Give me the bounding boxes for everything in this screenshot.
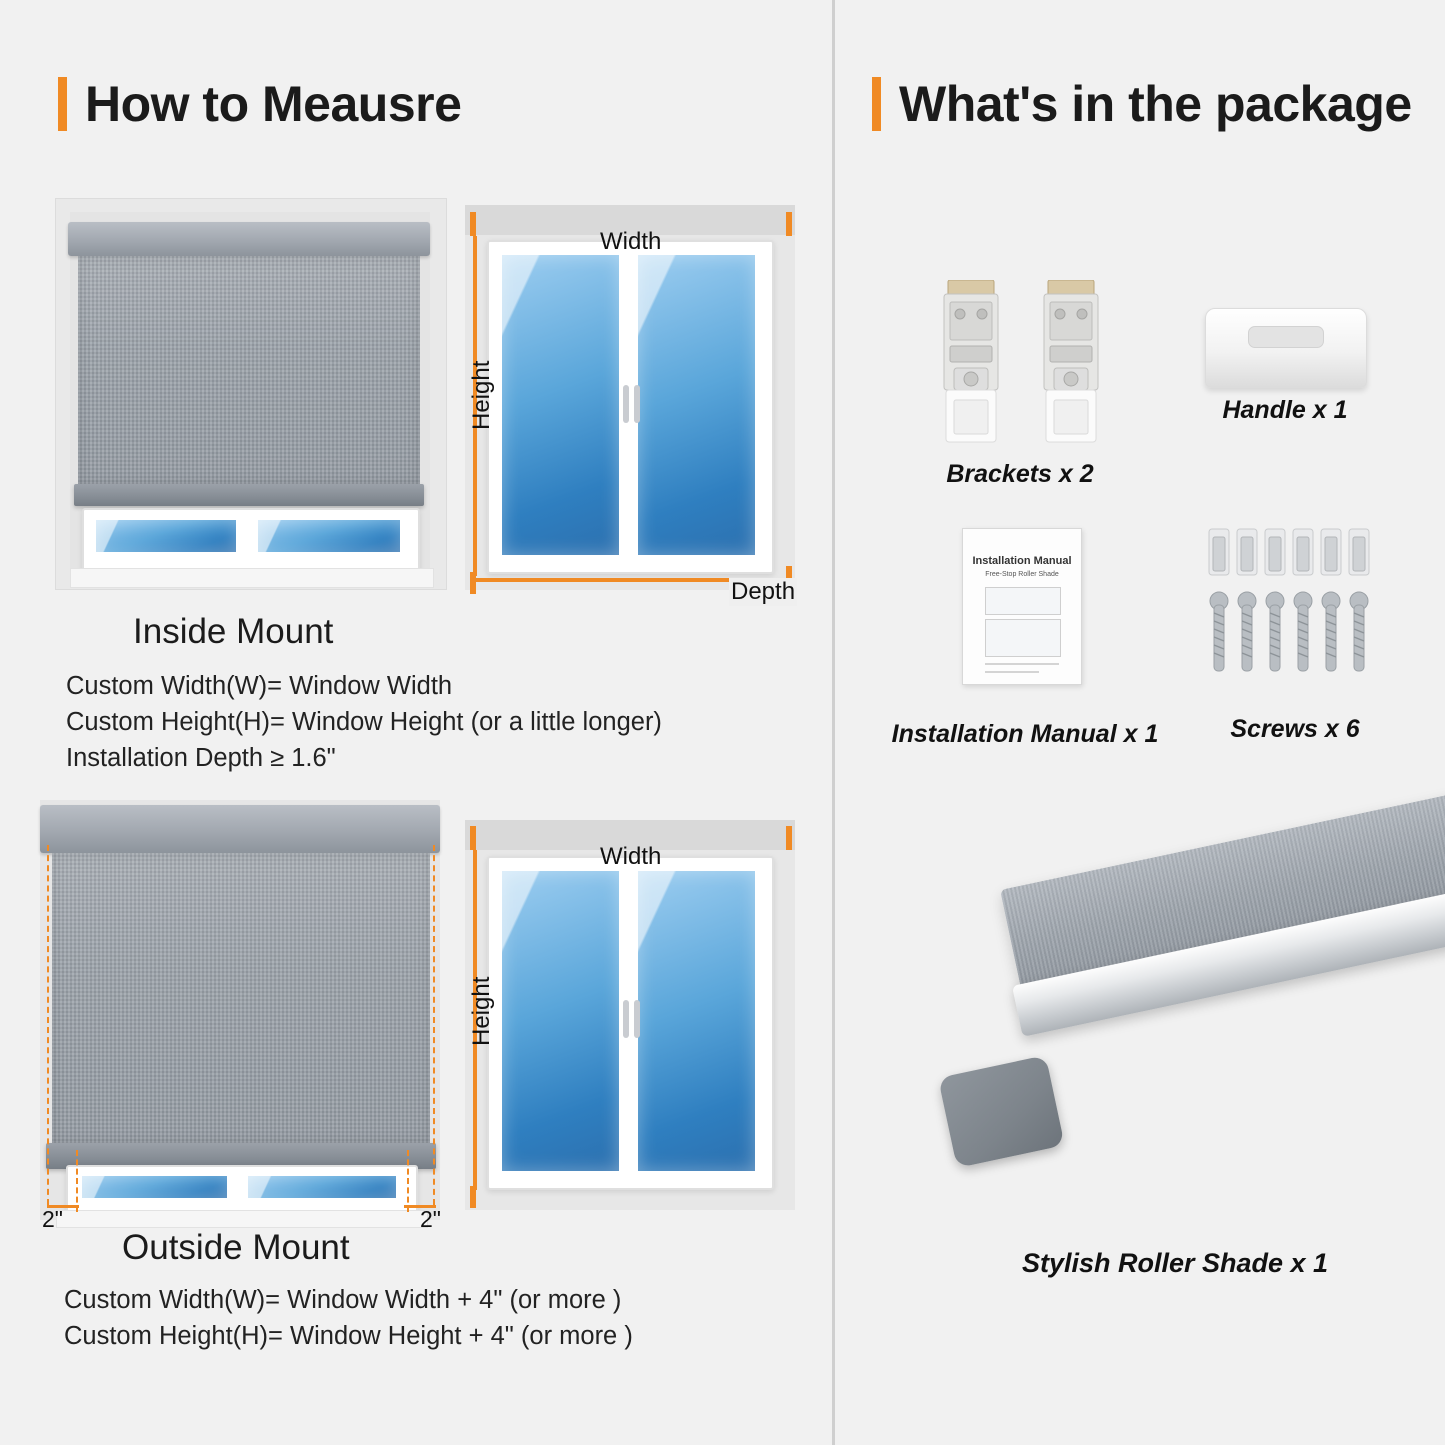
screws-label: Screws x 6 bbox=[1230, 715, 1360, 743]
outside-mount-line-1: Custom Width(W)= Window Width + 4" (or more ) bbox=[64, 1286, 622, 1314]
shade-fabric bbox=[52, 853, 430, 1143]
window-glass-right bbox=[638, 255, 755, 555]
accent-bar-icon bbox=[872, 77, 881, 131]
screws-icon bbox=[1205, 525, 1385, 685]
extension-guide-right bbox=[433, 845, 435, 1205]
dim-mark bbox=[470, 212, 476, 236]
dim-mark bbox=[786, 826, 792, 850]
inside-mount-line-1: Custom Width(W)= Window Width bbox=[66, 672, 453, 700]
roller-shade-label: Stylish Roller Shade x 1 bbox=[1021, 1248, 1329, 1278]
window-glass-right bbox=[248, 1176, 396, 1198]
manual-text-line bbox=[985, 671, 1039, 673]
window-handle-right bbox=[634, 385, 640, 423]
window-sill bbox=[56, 1210, 428, 1228]
handle-slot bbox=[1248, 326, 1324, 348]
handle-label: Handle x 1 bbox=[1222, 396, 1348, 424]
manual-diagram-box bbox=[985, 587, 1061, 615]
section-heading-measure bbox=[58, 75, 461, 133]
package-title: What's in the package bbox=[899, 76, 1412, 132]
window-glass-right bbox=[258, 520, 400, 552]
measure-title: How to Meausre bbox=[85, 76, 462, 132]
bracket-icon bbox=[1040, 280, 1102, 450]
dim-label-height: Height bbox=[468, 976, 495, 1046]
dim-mark bbox=[786, 212, 792, 236]
window-glass-right bbox=[638, 871, 755, 1171]
inside-mount-line-3: Installation Depth ≥ 1.6" bbox=[66, 744, 336, 772]
dim-label-depth: Depth bbox=[731, 578, 796, 605]
outside-mount-line-2: Custom Height(H)= Window Height + 4" (or more ) bbox=[64, 1322, 633, 1350]
headrail bbox=[40, 805, 440, 853]
window-handle-left bbox=[623, 1000, 629, 1038]
manual-label: Installation Manual x 1 bbox=[891, 720, 1159, 748]
dim-mark bbox=[470, 826, 476, 850]
dim-label-left-ext: 2" bbox=[42, 1206, 63, 1232]
bottom-bar bbox=[74, 484, 424, 506]
window-glass-left bbox=[502, 871, 619, 1171]
window-glass-left bbox=[82, 1176, 227, 1198]
extension-guide-left bbox=[47, 845, 49, 1205]
manual-text-line bbox=[985, 663, 1059, 665]
roller-end-cap bbox=[938, 1055, 1065, 1168]
window-handle-left bbox=[623, 385, 629, 423]
section-heading-package bbox=[872, 75, 1412, 133]
bracket-icon bbox=[940, 280, 1002, 450]
window-glass-left bbox=[96, 520, 236, 552]
window-sill bbox=[70, 568, 434, 588]
inside-mount-title: Inside Mount bbox=[133, 612, 334, 651]
window-edge-guide-right bbox=[407, 1150, 409, 1212]
package-item-roller-shade bbox=[900, 860, 1445, 1190]
window-edge-guide-left bbox=[76, 1150, 78, 1212]
dim-label-width: Width bbox=[600, 843, 662, 870]
window-handle-right bbox=[634, 1000, 640, 1038]
inside-mount-line-2: Custom Height(H)= Window Height (or a little longer) bbox=[66, 708, 662, 736]
handle-icon bbox=[1205, 308, 1367, 388]
window-glass-left bbox=[502, 255, 619, 555]
dim-label-height: Height bbox=[468, 360, 495, 430]
headrail bbox=[68, 222, 430, 256]
manual-diagram-box bbox=[985, 619, 1061, 657]
manual-cover-title: Installation Manual bbox=[972, 555, 1072, 567]
manual-cover-subtitle: Free-Stop Roller Shade bbox=[985, 571, 1059, 578]
outside-mount-title: Outside Mount bbox=[122, 1228, 350, 1267]
accent-bar-icon bbox=[58, 77, 67, 131]
brackets-label: Brackets x 2 bbox=[946, 460, 1094, 488]
dim-label-right-ext: 2" bbox=[420, 1206, 441, 1232]
vertical-divider bbox=[832, 0, 835, 1445]
shade-fabric bbox=[78, 256, 420, 484]
manual-icon bbox=[962, 528, 1082, 685]
dim-label-width: Width bbox=[600, 228, 662, 255]
